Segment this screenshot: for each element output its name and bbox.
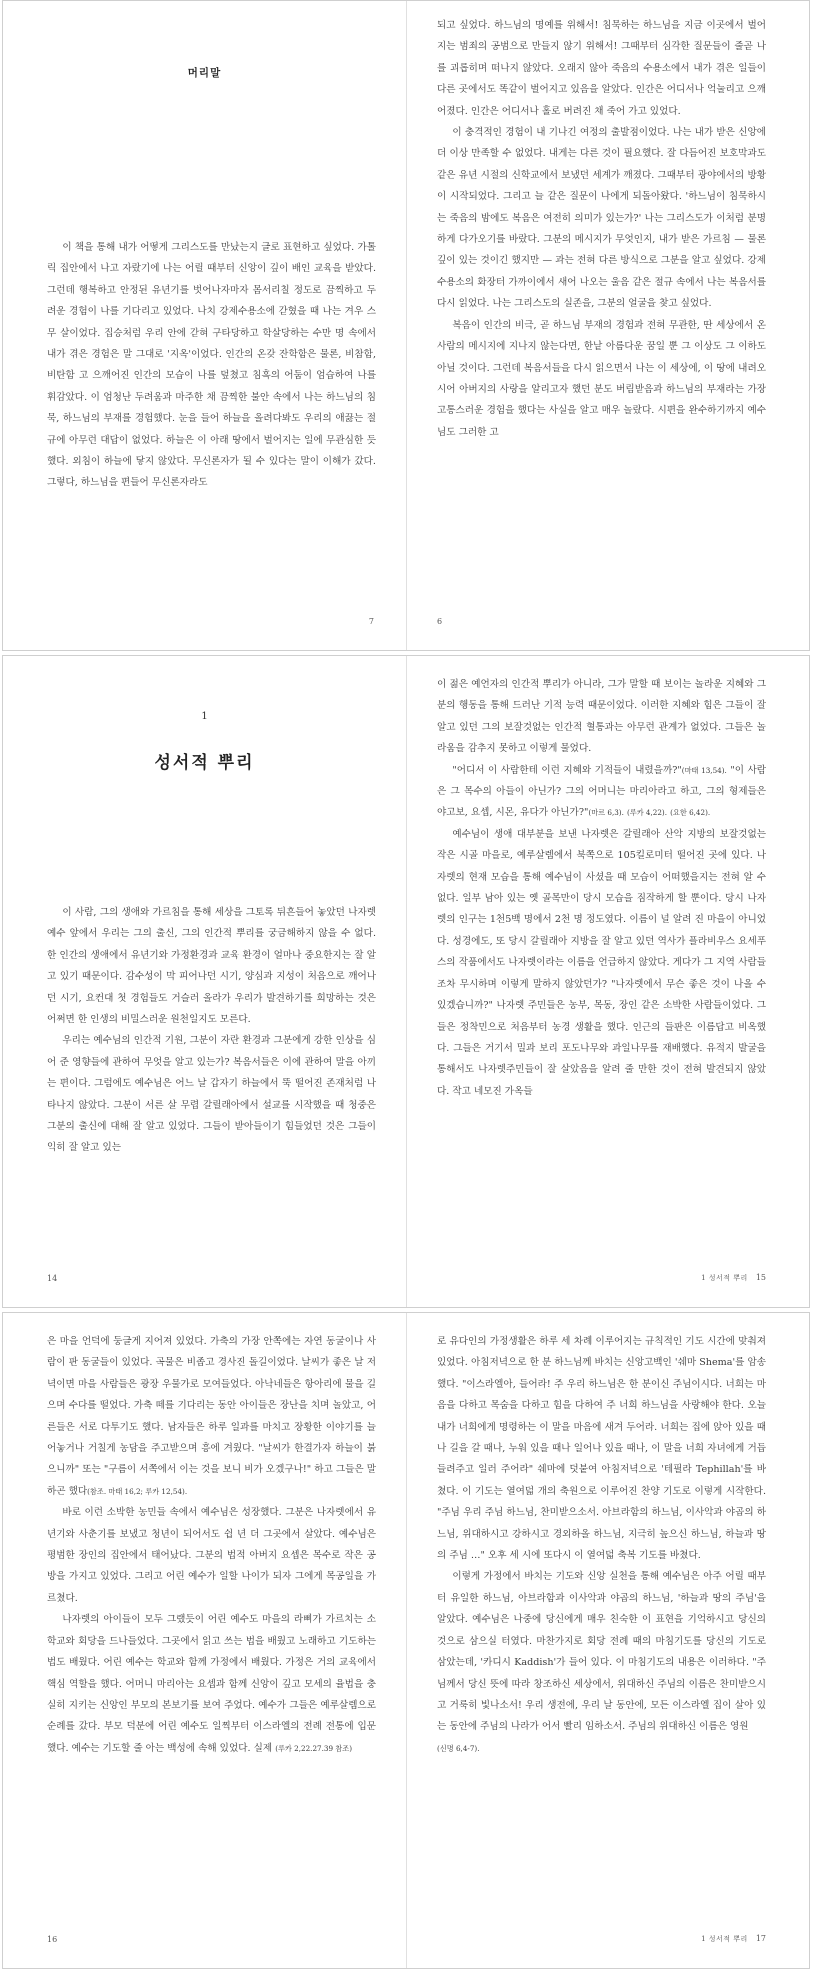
book-spread-chapter-1-cont (2, 1312, 810, 1969)
paragraph: 복음이 인간의 비극, 곧 하느님 부재의 경험과 전혀 무관한, 딴 세상에서 온 사람의 메시지에 지나지 않는다면, 한낱 아름다운 꿈일 뿐 그 이상도 그 이하도 아닐 것이다. 그런데 복음서들을 다시 읽으면서 나는 이 세상에, 이 땅에 내려오시어 아버지의 사랑을 알리고자 했던 분도 버림받음과 하느님의 부재라는 가장 고통스러운 경험을 했다는 사실을 알고 매우 놀랐다. 시편을 완수하기까지 예수님도 그러한 고 (437, 319, 766, 438)
citation-line (437, 1738, 766, 1759)
citation: (루카 4,22). (626, 808, 668, 818)
page-number: 7 (368, 617, 374, 626)
paragraph-text: 나자렛의 아이들이 모두 그랬듯이 어린 예수도 마을의 라삐가 가르치는 소학교와 회당을 드나들었다. 그곳에서 읽고 쓰는 법을 배웠고 노래하고 기도하는 법도 배웠다. 어린 예수는 학교와 함께 가정에서 배웠다. 가정은 거의 교육에서 핵심 역할을 했다. 어머니 마리아는 요셉과 함께 신앙이 깊고 모세의 율법을 충실히 지키는 신앙인 부모의 본보기를 보여 주었다. 예수가 그들은 예루살렘으로 순례를 갔다. 부모 덕분에 어린 예수도 일찍부터 이스라엘의 전례 전통에 입문했다. 예수는 기도할 줄 아는 백성에 속해 있었다. 실제 (47, 1614, 376, 1754)
page-body (47, 237, 376, 494)
paragraph: 바로 이런 소박한 농민들 속에서 예수님은 성장했다. 그분은 나자렛에서 유년기와 사춘기를 보냈고 청년이 되어서도 쉽 년 더 그곳에서 살았다. 예수님은 평범한 장인의 집안에서 태어났다. 그분의 법적 아버지 요셉은 목수로 작은 공방을 가지고 있었다. 그리고 어린 예수가 일할 나이가 되자 그에게 목공일을 가르쳤다. (47, 1507, 376, 1604)
page-body (437, 674, 766, 1102)
running-footer (701, 1273, 766, 1283)
running-head: 1 성서적 뿌리 (701, 1274, 748, 1282)
page-body (437, 15, 766, 443)
paragraph (47, 1331, 376, 1502)
page-left (3, 1313, 406, 1968)
page-right (407, 656, 810, 1307)
book-spread-chapter-1 (2, 655, 810, 1308)
quote: "이 사람은 그 목수의 아들이 아닌가? 그의 어머니는 마리아라고 하고, 그의 형제들은 야고보, 요셉, 시몬, 유다가 아닌가?" (437, 764, 766, 819)
page-body (47, 1331, 376, 1759)
page-number: 17 (755, 1934, 766, 1943)
paragraph-text: 은 마을 언덕에 둥글게 지어져 있었다. 가축의 가장 안쪽에는 자연 동굴이나 사람이 판 동굴들이 있었다. 곡물은 비좁고 경사진 돌길이었다. 날씨가 좋은 날 저녁이면 마을 사람들은 광장 우물가로 모여들었다. 아낙네들은 항아리에 물을 길으며 수다를 떨었다. 가축 떼를 기다리는 동안 아이들은 장난을 치며 놀았고, 어른들은 서로 다투기도 했다. 남자들은 하루 일과를 마치고 장황한 이야기를 늘어놓거나 거칠게 농담을 주고받으며 흥에 겨웠다. "날씨가 한결가자 하늘이 붉으니까" 또는 "구름이 서쪽에서 이는 것을 보니 비가 오겠구나!" 하고 그들은 말하곤 했다 (47, 1336, 376, 1497)
page-right (407, 1, 810, 650)
quote-paragraph (437, 760, 766, 824)
paragraph: 예수님이 생애 대부분을 보낸 나자렛은 갈릴래아 산악 지방의 보잘것없는 작은 시골 마을로, 예루살렘에서 북쪽으로 105킬로미터 떨어진 곳에 있다. 나자렛의 현재 모습을 통해 예수님이 사셨을 때 모습이 어떠했을지는 전혀 알 수 없다. 일부 남아 있는 옛 골목만이 당시 모습을 짐작하게 할 뿐이다. 당시 나자렛의 인구는 1천5백 명에서 2천 명 정도였다. 이름이 널 알려 진 마을이 아니었다. 성경에도, 또 당시 갈릴래아 지방을 잘 알고 있던 역사가 플라비우스 요세푸스의 작품에서도 나자렛이라는 이름을 언급하지 않았다. 게다가 그 지역 사람들조차 무시하며 이렇게 말하지 않았던가? "나자렛에서 무슨 좋은 것이 나올 수 있겠습니까?" 나자렛 주민들은 농부, 목동, 장인 같은 소박한 사람들이었다. 그들은 정착민으로 처음부터 농경 생활을 했다. 인근의 들판은 이름답고 비옥했다. 그들은 거기서 밀과 보리 포도나무와 과일나무를 재배했다. 유적지 발굴을 통해서도 나자렛주민들이 잘 살았음을 알려 줄 만한 것이 전혀 발견되지 않았다. 작고 네모진 가옥들 (437, 828, 766, 1097)
citation: (참조. 마태 16,2; 루카 12,54). (87, 1486, 188, 1496)
paragraph (47, 1609, 376, 1759)
page-number: 16 (47, 1935, 58, 1944)
book-spread-preface (2, 0, 810, 651)
paragraph: 이렇게 가정에서 바치는 기도와 신앙 실천을 통해 예수님은 아주 어릴 때부터 유일한 하느님, 아브라함과 이사악과 야곱의 하느님, '하늘과 땅의 주님'을 알았다. 예수님은 나중에 당신에게 매우 친숙한 이 표현을 기억하시고 당신의 것으로 삼으실 터였다. 마찬가지로 회당 전례 때의 마침기도를 당신의 기도로 삼았는데, '카디시 Kaddish'가 들어 있다. 이 마침기도의 내용은 이러하다. "주님께서 당신 뜻에 따라 창조하신 세상에서, 위대하신 주님의 이름은 찬미받으시고 거룩히 빛나소서! 우리 생전에, 우리 날 동안에, 모든 이스라엘 집이 살아 있는 동안에 주님의 나라가 어서 빨리 임하소서. 주님의 위대하신 이름은 영원 (437, 1571, 766, 1733)
page-right (407, 1313, 810, 1968)
running-head: 1 성서적 뿌리 (701, 1935, 748, 1943)
chapter-number: 1 (201, 711, 208, 722)
paragraph: 이 충격적인 경험이 내 기나긴 여정의 출발점이었다. 나는 내가 받은 신앙에 더 이상 만족할 수 없었다. 내게는 다른 것이 필요했다. 잘 다듬어진 보호막과도 같은 유년 시절의 신학교에서 보냈던 세계가 깨졌다. 그때부터 광야에서의 방황이 시작되었다. 그리고 늘 같은 질문이 나에게 되돌아왔다. '하느님이 침묵하시는 죽음의 밤에도 복음은 여전히 의미가 있는가?' 나는 그리스도가 이처럼 분명하게 다가오기를 바랐다. 그분의 메시지가 무엇인지, 내가 받은 가르침 — 물론 깊이 있는 것이긴 했지만 — 과는 전혀 다른 방식으로 그분을 알고 싶었다. 강제수용소의 화장터 가까이에서 새어 나오는 울음 같은 절규 속에서 나는 복음서를 다시 읽었다. 나는 그리스도의 실존을, 그분의 얼굴을 찾고 싶었다. (437, 127, 766, 310)
page-number: 6 (437, 617, 443, 626)
preface-title: 머리말 (187, 67, 222, 79)
citation: (루카 2,22.27.39 참조) (275, 1743, 353, 1753)
citation: (요한 6,42). (670, 808, 711, 818)
page-left (3, 1, 406, 650)
page-number: 15 (755, 1273, 766, 1282)
chapter-title: 성서적 뿌리 (154, 753, 255, 773)
quote: "어디서 이 사람한테 이런 지혜와 기적들이 내렸을까?" (452, 764, 682, 776)
paragraph: 이 사람, 그의 생애와 가르침을 통해 세상을 그토록 뒤흔들어 놓았던 나자렛 예수 앞에서 우리는 그의 출신, 그의 인간적 뿌리를 궁금해하지 않을 수 없다. 한 인간의 생애에서 유년기와 가정환경과 교육 환경이 얼마나 중요한지는 잘 알고 있기 때문이다. 감수성이 막 피어나던 시기, 양심과 지성이 처음으로 깨어나던 시기, 요컨대 첫 경험들도 거슬러 올라가 우리가 발견하기를 희망하는 것은 어쩌면 한 인생의 비밀스러운 원천일지도 모른다. (47, 907, 376, 1026)
page-left (3, 656, 406, 1307)
page-number: 14 (47, 1274, 58, 1283)
paragraph: 이 젊은 예언자의 인간적 뿌리가 아니라, 그가 말할 때 보이는 놀라운 지혜와 그분의 행동을 통해 드러난 기적 능력 때문이었다. 이러한 지혜와 힘은 그들이 잘 알고 있던 그의 보잘것없는 인간적 혈통과는 아무런 관계가 없었다. 그들은 놀라움을 감추지 못하고 이렇게 물었다. (437, 679, 766, 755)
paragraph: 로 유다인의 가정생활은 하루 세 차례 이루어지는 규칙적인 기도 시간에 맞춰져 있었다. 아침저녁으로 한 분 하느님께 바치는 신앙고백인 '쉐마 Shema'를 암송했다. "이스라엘아, 들어라! 주 우리 하느님은 한 분이신 주님이시다. 너희는 마음을 다하고 목숨을 다하고 힘을 다하여 주 너희 하느님을 사랑해야 한다. 오늘 내가 너희에게 명령하는 이 말을 마음에 새겨 두어라. 너희는 집에 앉아 있을 때나 길을 갈 때나, 누워 있을 때나 일어나 있을 때나, 이 말을 너희 자녀에게 거듭 들려주고 일러 주어라" 쉐마에 덧붙여 아침저녁으로 '테필라 Tephillah'를 바쳤다. 이 기도는 열여덟 개의 축원으로 이루어진 찬양 기도로 이렇게 시작한다. "주님 우리 주님 하느님, 찬미받으소서. 아브라함의 하느님, 이사악과 야곱의 하느님, 위대하시고 강하시고 경외하올 하느님, 지극히 높으신 하느님, 하늘과 땅의 주님 …" 오후 세 시에 또다시 이 열여덟 축복 기도를 바쳤다. (437, 1336, 766, 1562)
citation: (마태 13,54). (681, 765, 727, 775)
page-body (437, 1331, 766, 1759)
page-body (47, 902, 376, 1159)
citation: (마르 6,3). (588, 808, 624, 818)
paragraph: 우리는 예수님의 인간적 기원, 그분이 자란 환경과 그분에게 강한 인상을 심어 준 영향들에 관하여 무엇을 알고 있는가? 복음서들은 이에 관하여 말을 아끼는 편이다. 그럼에도 예수님은 어느 날 갑자기 하늘에서 뚝 떨어진 존재처럼 나타나지 않았다. 그분이 서른 살 무렵 갈릴래아에서 설교를 시작했을 때 청중은 그분의 출신에 대해 잘 알고 있었다. 그들이 받아들이기 힘들었던 것은 그들이 익히 잘 알고 있는 (47, 1035, 376, 1154)
citation: (신명 6,4-7). (437, 1743, 480, 1753)
running-footer (701, 1934, 766, 1944)
paragraph: 이 책을 통해 내가 어떻게 그리스도를 만났는지 글로 표현하고 싶었다. 가톨릭 집안에서 나고 자랐기에 나는 어릴 때부터 신앙이 깊이 배인 교육을 받았다. 그런데 행복하고 안정된 유년기를 벗어나자마자 몸서리칠 정도로 끔찍하고 두려운 경험이 나를 기다리고 있었다. 나치 강제수용소에 갇혔을 때 나는 겨우 스무 살이었다. 집승처럼 우리 안에 갇혀 구타당하고 학살당하는 수만 명 속에서 내가 겪은 경험은 말 그대로 '지옥'이었다. 인간의 온갖 잔학함은 물론, 비참함, 비탄함 고 으깨어진 인간의 모습이 나를 덮쳤고 침흑의 어둠이 엄습하여 나를 휘감았다. 이 엄청난 두려움과 마주한 채 끔찍한 불안 속에서 나는 하느님의 침묵, 하느님의 부재를 경험했다. 눈을 들어 하늘을 올려다봐도 우리의 애끓는 절규에 아무런 대답이 없었다. 하늘은 이 아래 땅에서 벌어지는 일에 무관심한 듯했다. 외침이 하늘에 닿지 않았다. 무신론자가 될 수 있다는 말이 이해가 갔다. 그렇다, 하느님을 편들어 무신론자라도 (47, 242, 376, 489)
paragraph: 되고 싶었다. 하느님의 명예를 위해서! 침묵하는 하느님을 지금 이곳에서 벌어지는 범죄의 공범으로 만들지 않기 위해서! 그때부터 심각한 질문들이 줄곧 나를 괴롭히며 떠나지 않았다. 오래지 않아 죽음의 수용소에서 내가 겪은 일들이 다른 곳에서도 똑같이 벌어지고 있음을 알았다. 인간은 어디서나 억눌리고 으깨어졌다. 인간은 어디서나 홀로 버려진 채 죽어 가고 있었다. (437, 20, 766, 117)
